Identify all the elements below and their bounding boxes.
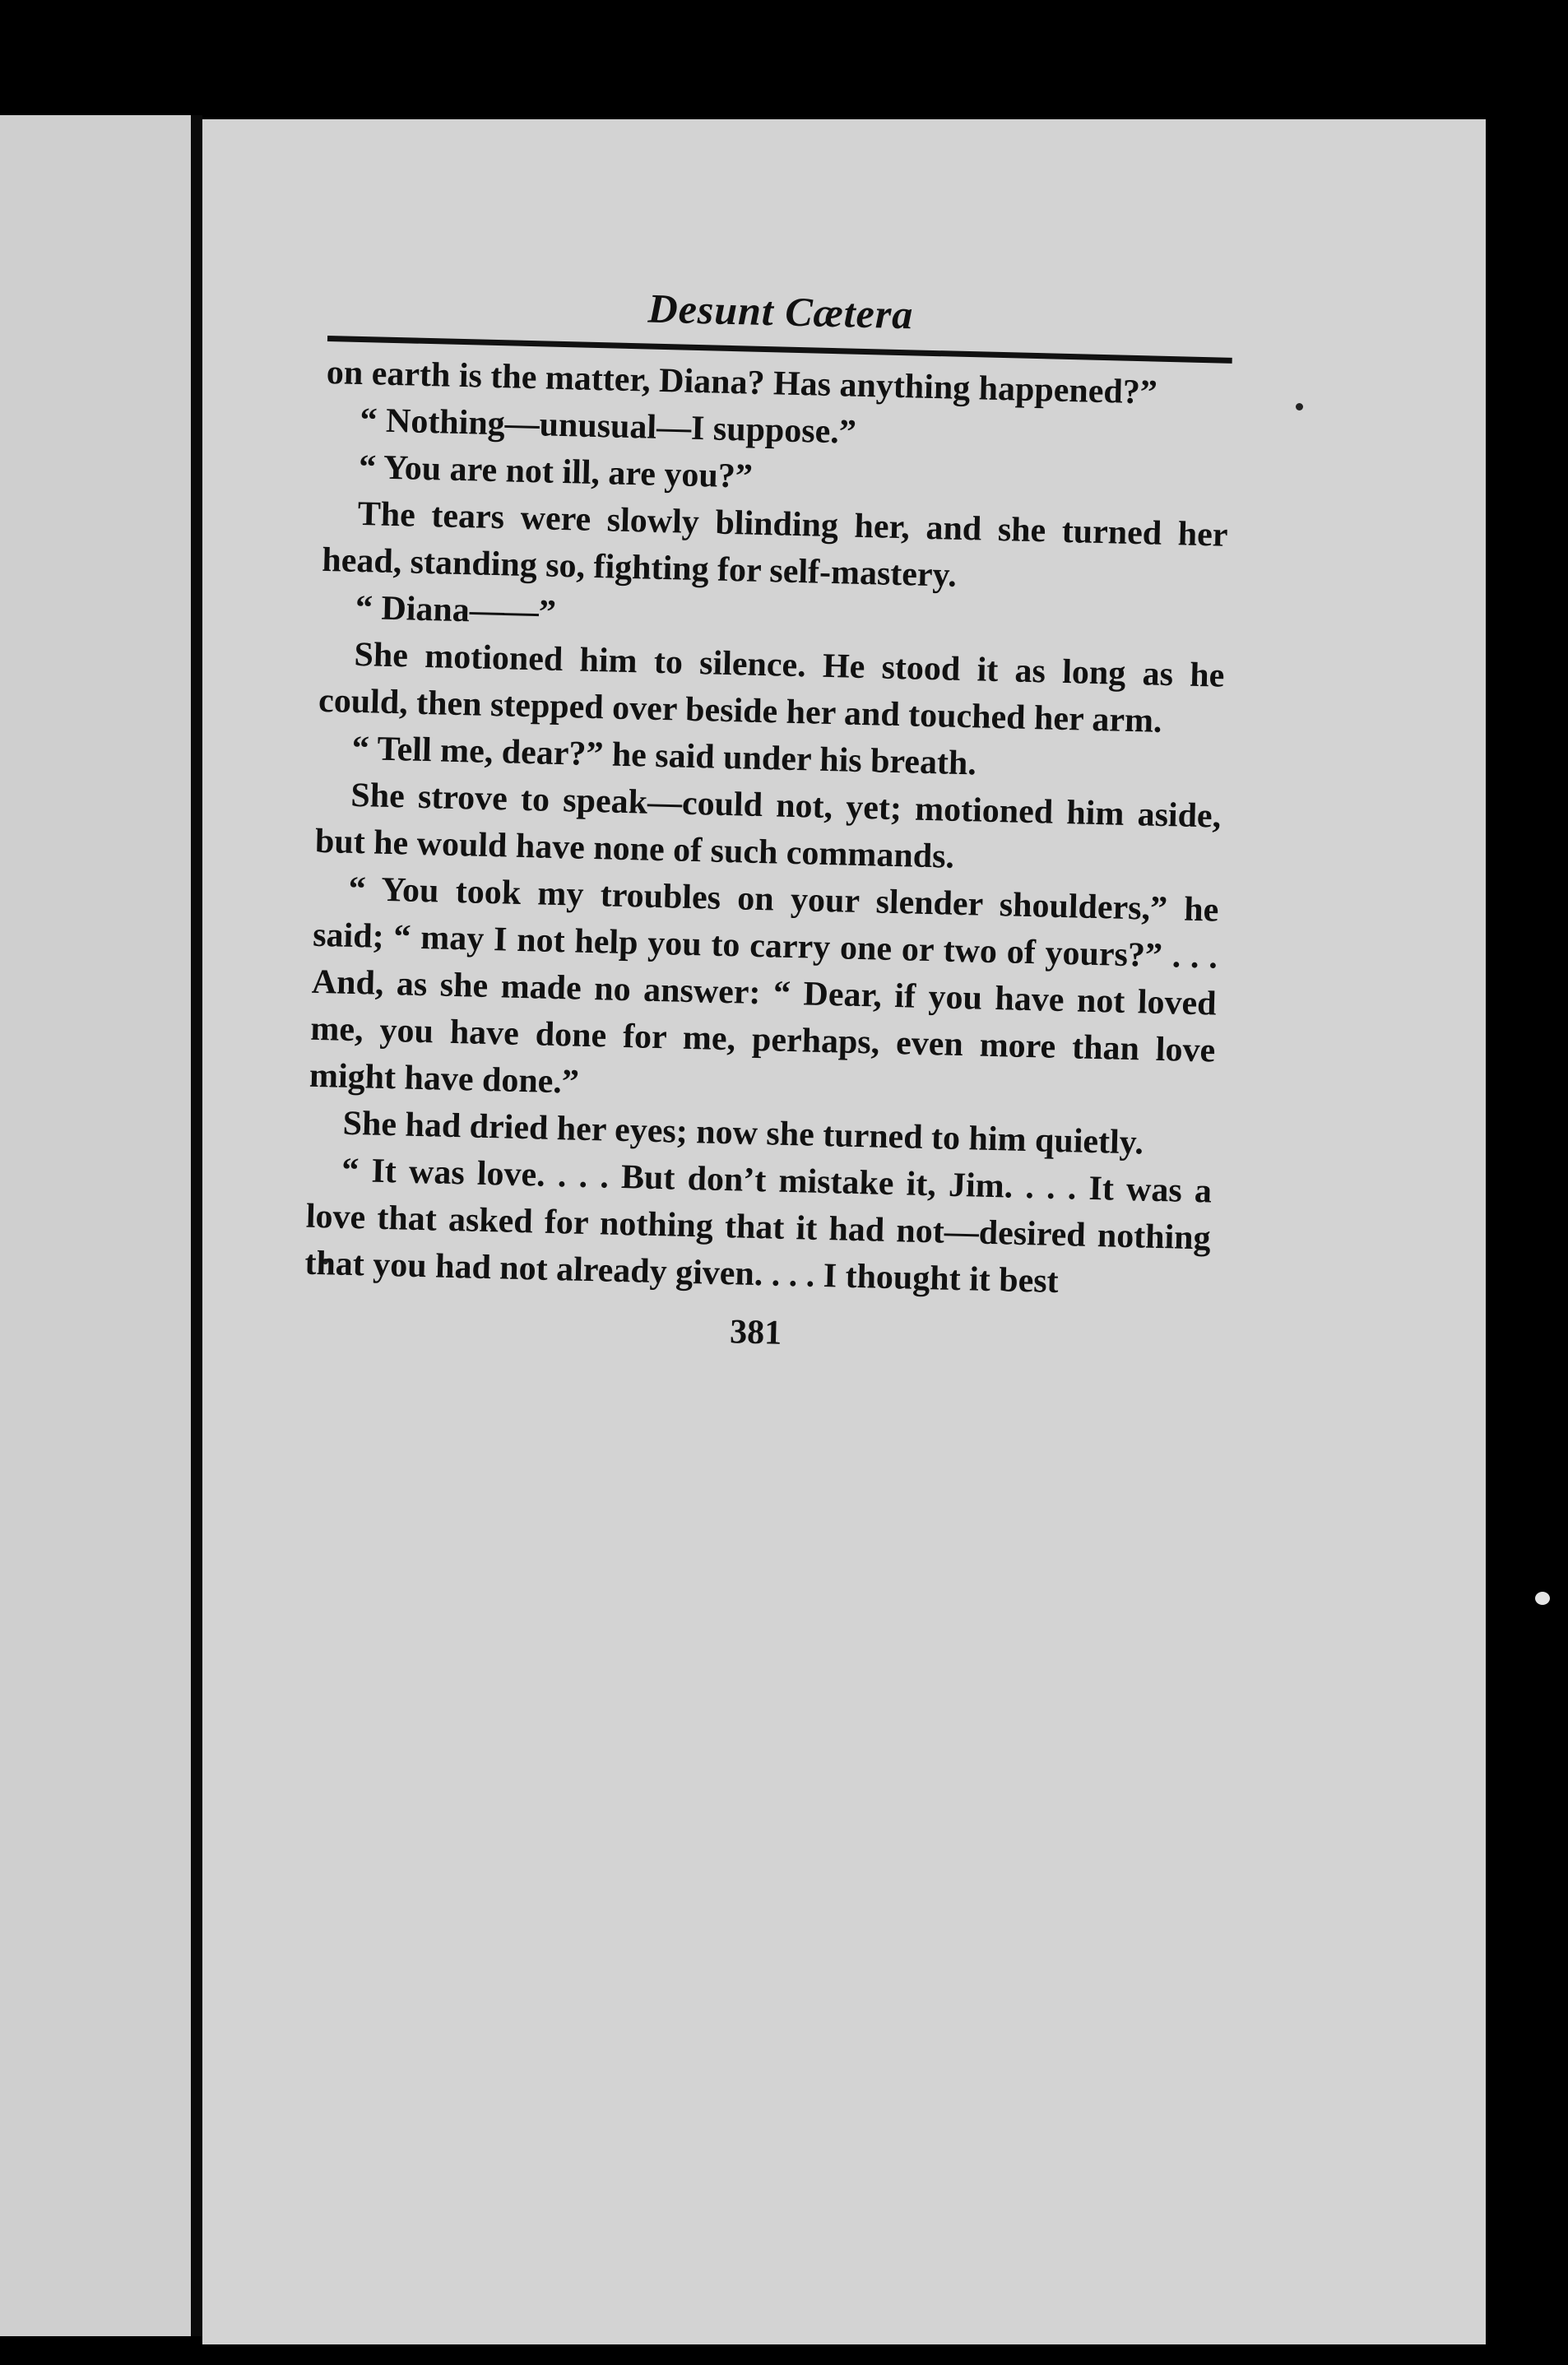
page-edge-shadow (1486, 165, 1568, 2365)
body-text (304, 350, 1232, 1310)
paragraph: She strove to speak—could not, yet; motioned him aside, but he would have none of such commands. (314, 776, 1222, 876)
dust-speck (1296, 403, 1303, 410)
paragraph: “ You are not ill, are you?” (358, 447, 754, 496)
paragraph: “ Tell me, dear?” he said under his breath. (351, 729, 977, 783)
paragraph: The tears were slowly blinding her, and she turned her head, standing so, fighting for self-mastery. (321, 494, 1229, 595)
dust-speck (1535, 1592, 1550, 1605)
facing-page (0, 115, 191, 2336)
page-number: 381 (729, 1313, 782, 1352)
paragraph: She motioned him to silence. He stood it as long as he could, then stepped over beside her and touched her arm. (318, 635, 1225, 740)
paragraph: “ You took my troubles on your slender shoulders,” he said; “ may I not help you to carry one or two of yours?” . . . And, as she made no answer: “ Dear, if you have not loved me, you have done for me, perhaps, even more than love might have done.” (308, 869, 1219, 1101)
gutter-shadow (191, 115, 202, 2336)
paragraph: “ It was love. . . . But don’t mistake it, Jim. . . . It was a love that asked for nothing that it had not—desired nothing that you had not already given. . . . I thought it best (304, 1151, 1213, 1301)
paragraph: She had dried her eyes; now she turned to him quietly. (342, 1104, 1144, 1162)
running-head: Desunt Cætera (647, 285, 914, 338)
paragraph: “ Diana——” (355, 588, 557, 632)
paragraph: on earth is the matter, Diana? Has anything happened?” (326, 353, 1158, 412)
page-content (303, 271, 1234, 1368)
paragraph: “ Nothing—unusual—I suppose.” (360, 401, 857, 452)
